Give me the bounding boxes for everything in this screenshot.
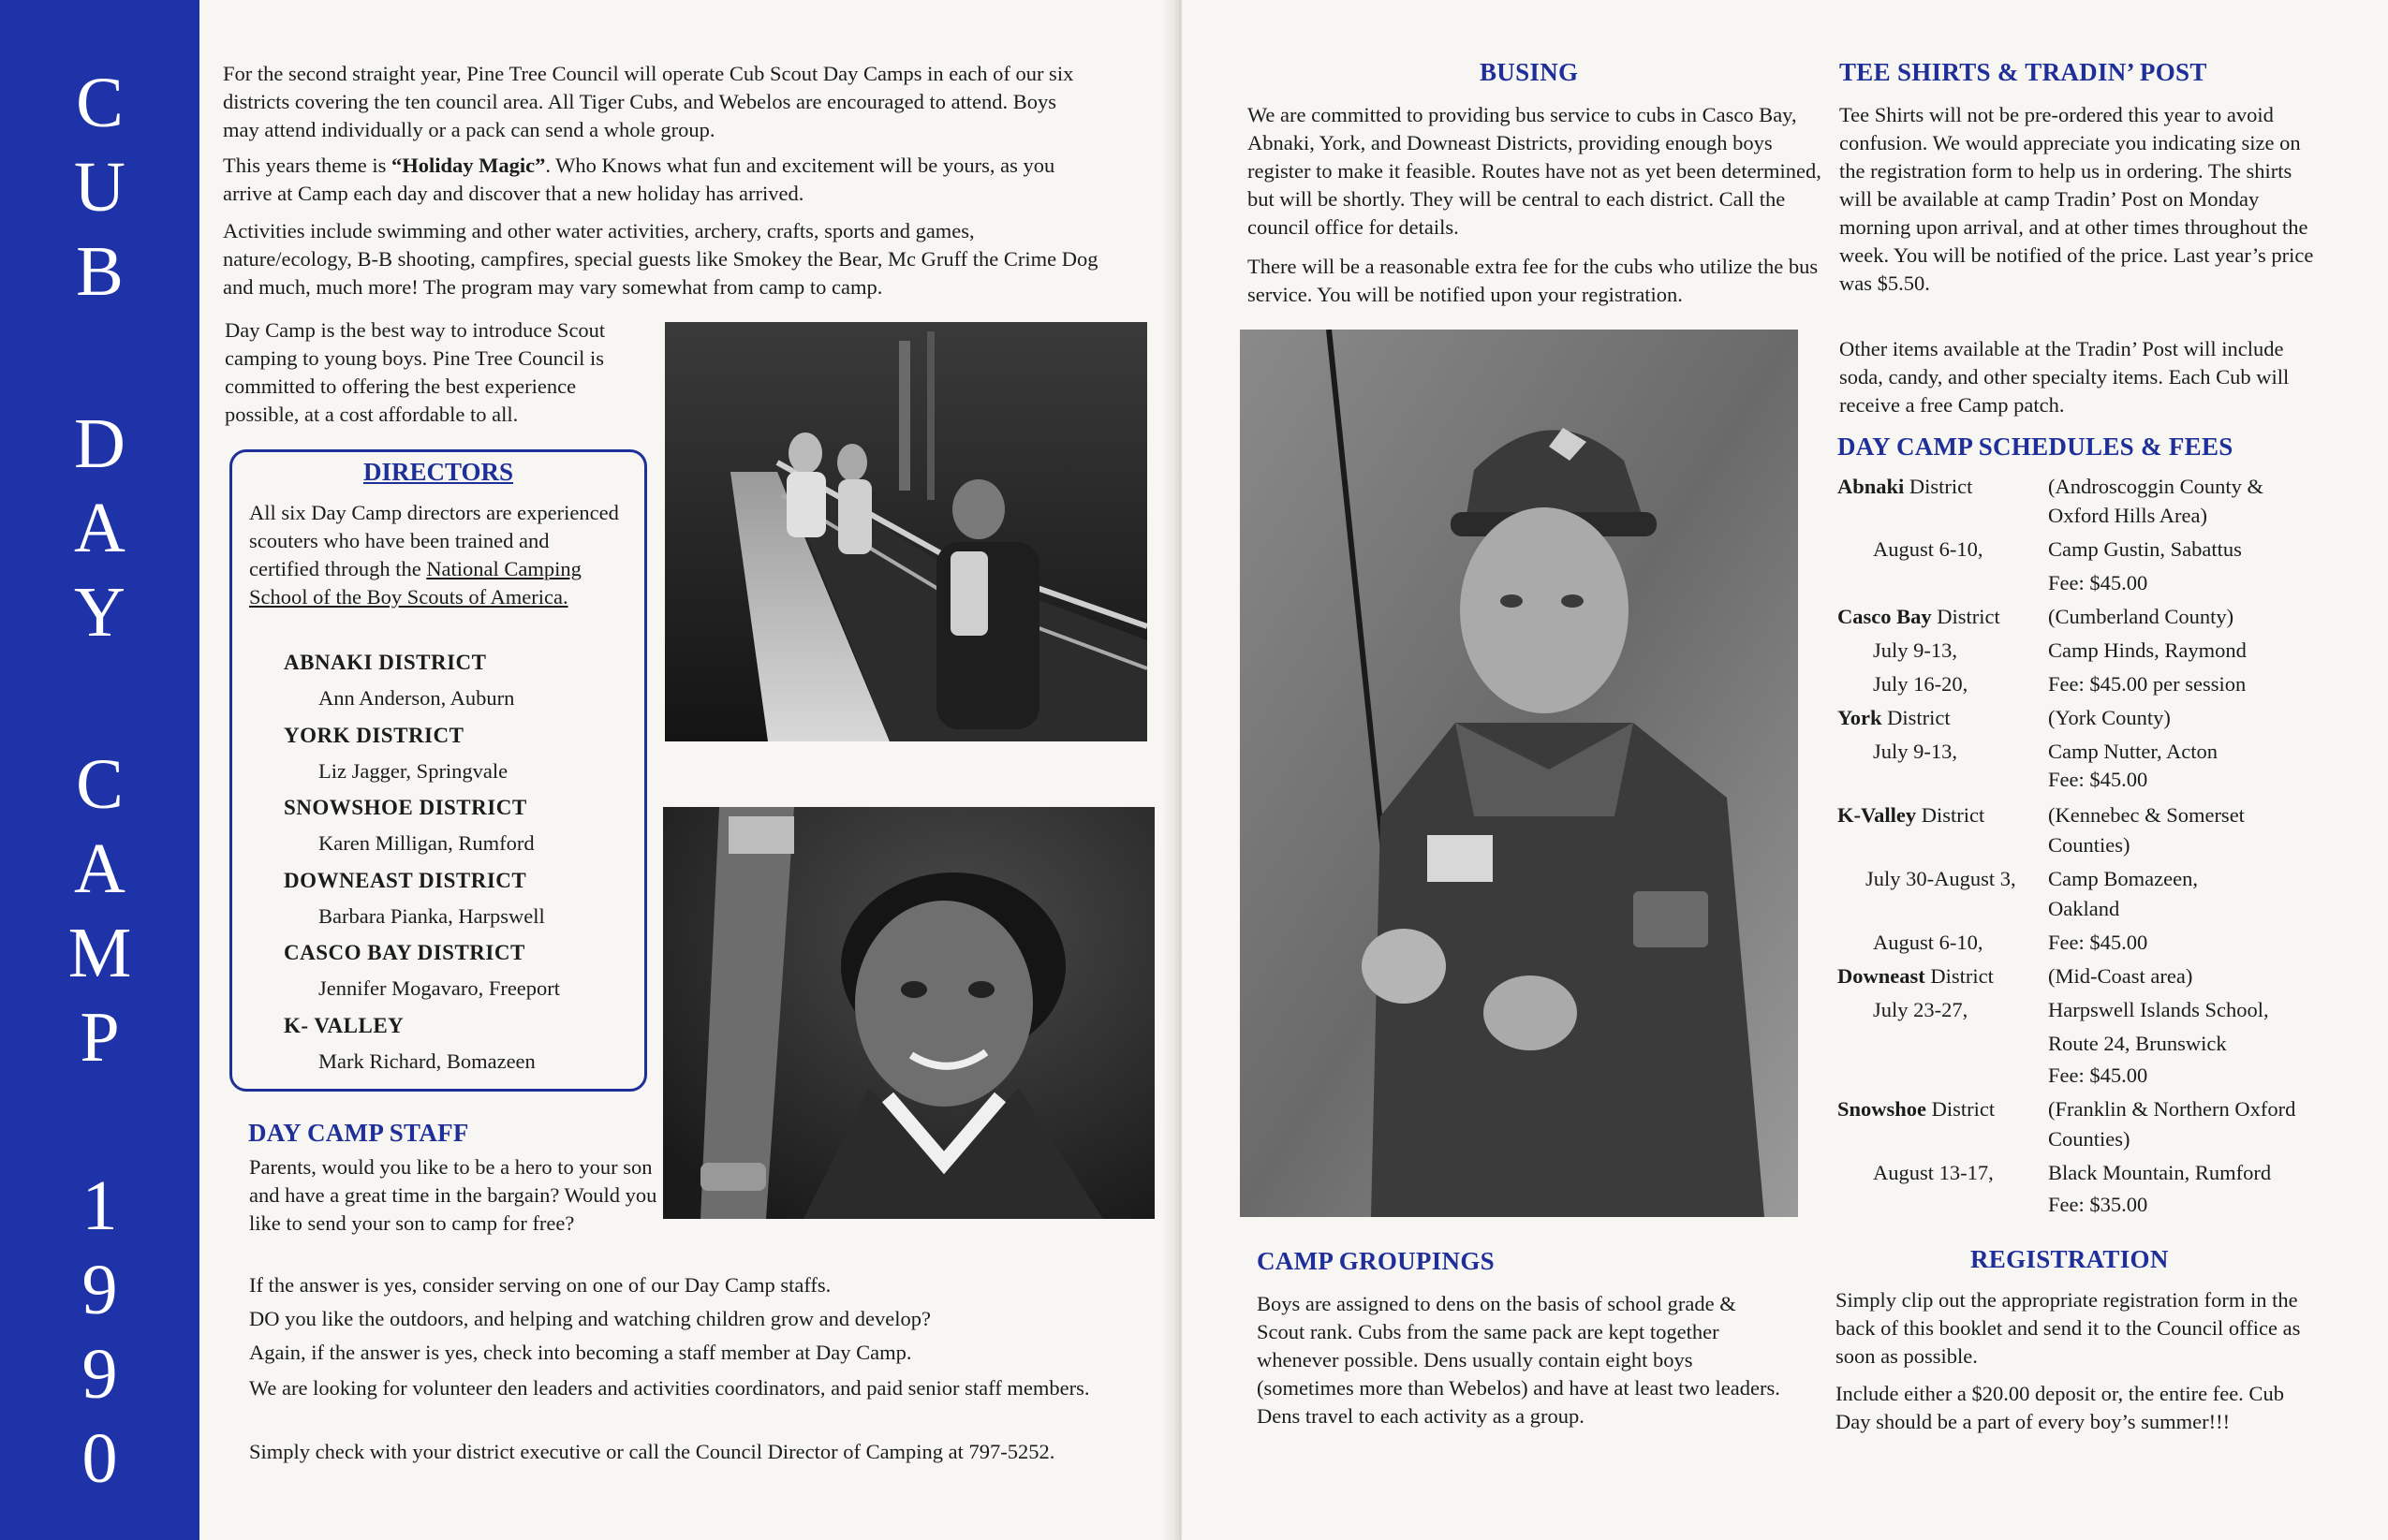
- schedule-district-cell: [1837, 473, 1972, 501]
- registration-heading: REGISTRATION: [1970, 1245, 2169, 1273]
- schedule-dates: July 9-13,: [1873, 740, 1957, 763]
- schedule-dates: July 16-20,: [1873, 672, 1968, 696]
- schedule-detail-cell: Fee: $45.00: [2048, 1063, 2148, 1087]
- busing-paragraph: There will be a reasonable extra fee for the cubs who utilize the bus service. You will be notified upon your registration.: [1247, 255, 1819, 306]
- schedule-detail-cell: Camp Gustin, Sabattus: [2048, 537, 2242, 561]
- band-letter: Y: [74, 573, 125, 652]
- band-letter: B: [76, 232, 124, 311]
- director-name: Karen Milligan, Rumford: [318, 831, 535, 855]
- director-name: Mark Richard, Bomazeen: [318, 1049, 536, 1073]
- schedule-detail-cell: Counties): [2048, 1127, 2130, 1151]
- band-letter: P: [80, 998, 120, 1077]
- left-page: [0, 0, 1175, 1540]
- director-name: Ann Anderson, Auburn: [318, 686, 515, 710]
- directors-title: DIRECTORS: [362, 458, 514, 486]
- band-letter: A: [74, 829, 125, 908]
- registration-paragraph: Simply clip out the appropriate registration form in the back of this booklet and send it to the Council office as soon as possible.: [1835, 1288, 2301, 1368]
- schedule-detail-cell: Camp Bomazeen,: [2048, 867, 2198, 890]
- schedule-district-cell: [1873, 535, 1983, 564]
- schedule-dates: District: [1881, 706, 1951, 729]
- photo-smiling-boy: [663, 807, 1155, 1219]
- district-label: YORK DISTRICT: [284, 724, 464, 747]
- schedule-detail-cell: Oakland: [2048, 897, 2120, 920]
- district-label: CASCO BAY DISTRICT: [284, 941, 525, 964]
- district-label: ABNAKI DISTRICT: [284, 651, 487, 674]
- band-letter: M: [67, 914, 132, 992]
- director-name: Liz Jagger, Springvale: [318, 759, 509, 783]
- theme-paragraph: [223, 152, 1094, 208]
- day-camp-paragraph: Day Camp is the best way to introduce Scout camping to young boys. Pine Tree Council is committed to offering the best experience possible, at a cost affordable to all.: [225, 318, 606, 426]
- tradin-post-paragraph: Other items available at the Tradin’ Post will include soda, candy, and other specialty items. Each Cub will receive a free Camp patch.: [1839, 337, 2290, 417]
- schedule-dates: District: [1931, 605, 2000, 628]
- staff-paragraph: We are looking for volunteer den leaders and activities coordinators, and paid senior staff members.: [249, 1376, 1090, 1400]
- band-letter: 9: [81, 1335, 118, 1414]
- band-letter: 0: [81, 1419, 118, 1498]
- theme-rest: . Who Knows what fun and excitement will be yours, as you arrive at Camp each day and discover that a new holiday has arrived.: [223, 154, 1055, 205]
- schedule-detail-cell: (Kennebec & Somerset: [2048, 803, 2245, 827]
- theme-lead: This years theme is: [223, 154, 391, 177]
- staff-heading: DAY CAMP STAFF: [248, 1119, 469, 1147]
- schedule-dates: August 6-10,: [1873, 537, 1983, 561]
- schedule-district-name: Snowshoe: [1837, 1097, 1927, 1121]
- right-page: [1182, 0, 2388, 1540]
- schedule-district-cell: [1837, 704, 1951, 732]
- schedule-detail-cell: Fee: $45.00: [2048, 768, 2148, 791]
- schedule-detail-cell: Oxford Hills Area): [2048, 504, 2207, 527]
- schedule-district-name: Downeast: [1837, 964, 1925, 988]
- camping-school-link: National Camping School of the Boy Scouts of America.: [249, 557, 582, 609]
- director-name: Barbara Pianka, Harpswell: [318, 904, 545, 928]
- director-name: Jennifer Mogavaro, Freeport: [318, 976, 561, 1000]
- staff-paragraph: Parents, would you like to be a hero to your son and have a great time in the bargain? Would you like to send your son to camp for free?: [249, 1155, 657, 1235]
- staff-paragraph: If the answer is yes, consider serving on one of our Day Camp staffs.: [249, 1273, 832, 1297]
- schedule-detail-cell: Camp Nutter, Acton: [2048, 740, 2218, 763]
- schedule-detail-cell: Route 24, Brunswick: [2048, 1032, 2227, 1055]
- activities-paragraph: Activities include swimming and other water activities, archery, crafts, sports and games, nature/ecology, B-B shooting, campfires, special guests like Smokey the Bear, Mc Gruff the Crime Dog and much, much more! The program may vary somewhat from camp to camp.: [223, 219, 1098, 299]
- schedule-district-cell: [1865, 865, 2016, 893]
- schedule-dates: August 13-17,: [1873, 1161, 1994, 1184]
- schedules-heading: DAY CAMP SCHEDULES & FEES: [1837, 433, 2233, 461]
- schedule-detail-cell: (Cumberland County): [2048, 605, 2234, 628]
- band-letter: D: [74, 404, 125, 483]
- busing-heading: BUSING: [1480, 58, 1579, 86]
- schedule-district-cell: [1873, 738, 1957, 766]
- schedule-detail-cell: Camp Hinds, Raymond: [2048, 638, 2247, 662]
- schedule-district-cell: [1837, 962, 1994, 990]
- intro-paragraph: For the second straight year, Pine Tree Council will operate Cub Scout Day Camps in each of our six districts covering the ten council area. All Tiger Cubs, and Webelos are encouraged to attend. Boys may attend individually or a pack can send a whole group.: [223, 62, 1074, 141]
- schedule-detail-cell: (Mid-Coast area): [2048, 964, 2193, 988]
- directors-intro: [249, 499, 624, 611]
- band-letter: C: [76, 64, 124, 142]
- schedule-dates: District: [1904, 475, 1973, 498]
- band-letter: U: [74, 148, 125, 227]
- directors-intro-text: All six Day Camp directors are experienced scouters who have been trained and certified through the: [249, 501, 619, 580]
- schedule-district-name: Abnaki: [1837, 475, 1905, 498]
- district-label: K- VALLEY: [284, 1014, 405, 1037]
- groupings-paragraph: Boys are assigned to dens on the basis of school grade & Scout rank. Cubs from the same pack are kept together whenever possible. Dens usually contain eight boys (sometimes more than Webelos) and have at least two leaders. Dens travel to each activity as a group.: [1257, 1292, 1780, 1428]
- busing-paragraph: We are committed to providing bus service to cubs in Casco Bay, Abnaki, York, and Downeast Districts, providing enough boys register to make it feasible. Routes have not as yet been determined, but will be shortly. They will be central to each district. Call the council office for details.: [1247, 103, 1821, 239]
- directors-box: [229, 449, 647, 1092]
- theme-name: “Holiday Magic”: [391, 154, 546, 177]
- staff-paragraph: Simply check with your district executive or call the Council Director of Camping at 797-5252.: [249, 1440, 1055, 1463]
- schedule-dates: July 30-August 3,: [1865, 867, 2016, 890]
- band-letter: C: [76, 745, 124, 824]
- schedule-district-cell: [1873, 637, 1957, 665]
- schedule-district-cell: [1873, 1159, 1994, 1187]
- schedule-district-cell: [1837, 801, 1984, 829]
- schedule-dates: July 9-13,: [1873, 638, 1957, 662]
- schedule-detail-cell: (York County): [2048, 706, 2171, 729]
- schedule-district-cell: [1873, 996, 1968, 1024]
- schedule-detail-cell: (Androscoggin County &: [2048, 475, 2263, 498]
- schedule-dates: August 6-10,: [1873, 931, 1983, 954]
- schedule-detail-cell: Fee: $45.00 per session: [2048, 672, 2247, 696]
- schedule-dates: District: [1924, 964, 1994, 988]
- schedule-district-cell: [1873, 670, 1968, 698]
- band-letter: 9: [81, 1251, 118, 1329]
- schedule-district-name: Casco Bay: [1837, 605, 1932, 628]
- schedule-detail-cell: Fee: $35.00: [2048, 1193, 2148, 1216]
- groupings-heading: CAMP GROUPINGS: [1257, 1247, 1495, 1275]
- schedule-dates: District: [1916, 803, 1985, 827]
- schedule-detail-cell: Fee: $45.00: [2048, 931, 2148, 954]
- schedule-district-name: K-Valley: [1837, 803, 1917, 827]
- staff-paragraph: DO you like the outdoors, and helping and watching children grow and develop?: [249, 1307, 931, 1330]
- schedule-dates: District: [1926, 1097, 1996, 1121]
- schedule-district-cell: [1873, 929, 1983, 957]
- schedule-district-cell: [1837, 1095, 1995, 1123]
- staff-paragraph: Again, if the answer is yes, check into becoming a staff member at Day Camp.: [249, 1341, 912, 1364]
- schedule-detail-cell: Fee: $45.00: [2048, 571, 2148, 594]
- tee-shirts-paragraph: Tee Shirts will not be pre-ordered this year to avoid confusion. We would appreciate you indicating size on the registration form to help us in ordering. The shirts will be available at camp Tradin’ Post on Monday morning upon arrival, and at other times throughout the week. You will be notified of the price. Last year’s price was $5.50.: [1839, 103, 2314, 295]
- title-band: [0, 0, 199, 1540]
- schedule-detail-cell: Counties): [2048, 833, 2130, 857]
- schedule-district-name: York: [1837, 706, 1882, 729]
- photo-scouts-on-bridge: [665, 322, 1147, 741]
- band-letter: 1: [81, 1166, 118, 1245]
- schedule-dates: July 23-27,: [1873, 998, 1968, 1021]
- schedule-detail-cell: (Franklin & Northern Oxford: [2048, 1097, 2296, 1121]
- band-letter: A: [74, 489, 125, 567]
- schedule-detail-cell: Harpswell Islands School,: [2048, 998, 2269, 1021]
- photo-cub-scout-fishing: [1240, 330, 1798, 1217]
- schedule-detail-cell: Black Mountain, Rumford: [2048, 1161, 2272, 1184]
- schedule-district-cell: [1837, 603, 2000, 631]
- registration-paragraph: Include either a $20.00 deposit or, the entire fee. Cub Day should be a part of every boy’s summer!!!: [1835, 1382, 2284, 1433]
- tee-shirts-heading: TEE SHIRTS & TRADIN’ POST: [1839, 58, 2207, 86]
- district-label: SNOWSHOE DISTRICT: [284, 796, 527, 819]
- district-label: DOWNEAST DISTRICT: [284, 869, 527, 892]
